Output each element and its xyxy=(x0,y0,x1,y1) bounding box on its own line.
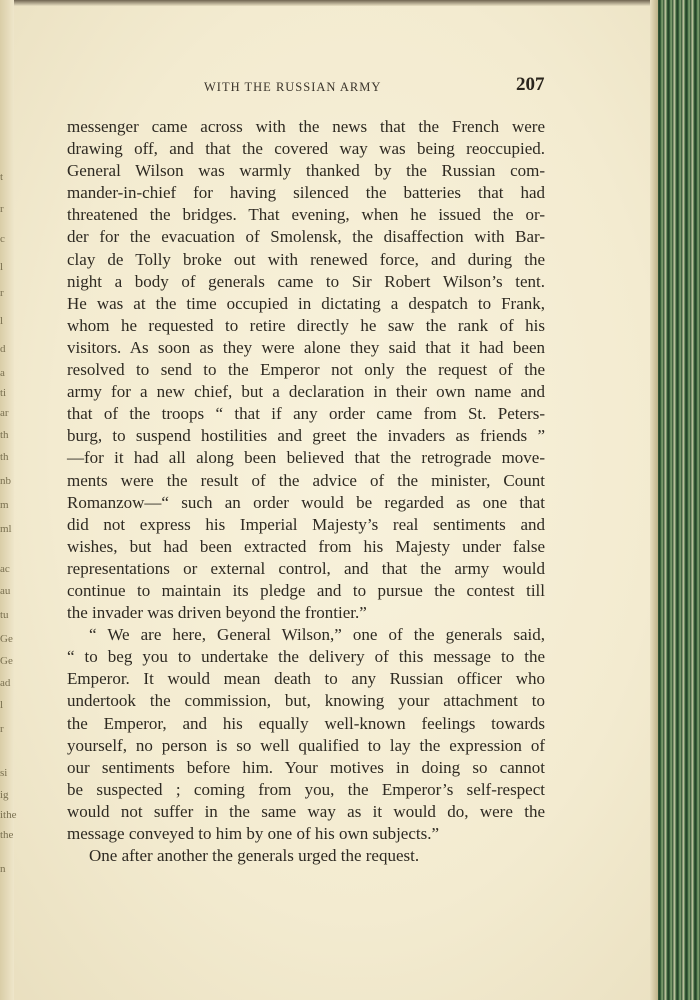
bleed-char: ml xyxy=(0,523,12,535)
text-line: visitors. As soon as they were alone they said that it had been xyxy=(67,337,545,357)
text-line: that of the troops “ that if any order came from St. Peters- xyxy=(67,404,545,424)
bleed-char: ig xyxy=(0,789,9,801)
text-line: der for the evacuation of Smolensk, the disaffection with Bar- xyxy=(67,227,545,247)
text-line: drawing off, and that the covered way was being reoccupied. xyxy=(67,139,545,159)
text-line: the Emperor, and his equally well-known feelings towards xyxy=(67,713,545,733)
bleed-char: d xyxy=(0,343,6,355)
text-line: threatened the bridges. That evening, when he issued the or- xyxy=(67,205,545,225)
bleed-char: r xyxy=(0,287,4,299)
text-line: clay de Tolly broke out with renewed force, and during the xyxy=(67,249,545,269)
text-line: “ to beg you to undertake the delivery of this message to the xyxy=(67,647,545,667)
bleed-char: l xyxy=(0,315,4,327)
text-line: ments were the result of the advice of the minister, Count xyxy=(67,470,545,490)
book-page-edges xyxy=(650,0,700,1000)
bleed-char: c xyxy=(0,233,5,245)
bleed-char: nb xyxy=(0,475,11,487)
text-line: “ We are here, General Wilson,” one of the generals said, xyxy=(89,625,545,645)
bleed-char: th xyxy=(0,429,9,441)
bleed-char: r xyxy=(0,723,4,735)
text-line: message conveyed to him by one of his own subjects.” xyxy=(67,824,440,843)
text-line: One after another the generals urged the request. xyxy=(89,846,420,866)
text-line: resolved to send to the Emperor not only the request of the xyxy=(67,360,545,380)
bleed-char: the xyxy=(0,829,14,841)
text-line: whom he requested to retire directly he saw the rank of his xyxy=(67,315,545,335)
body-text xyxy=(67,116,545,867)
text-line: messenger came across with the news that the French were xyxy=(67,117,545,136)
text-line: representations or external control, and that the army would xyxy=(67,558,545,578)
bleed-char: r xyxy=(0,203,4,215)
text-line: burg, to suspend hostilities and greet the invaders as friends ” xyxy=(67,426,545,446)
page-number: 207 xyxy=(516,74,545,95)
bleed-char: si xyxy=(0,767,8,779)
bleed-char: Ge xyxy=(0,633,13,645)
bleed-char: l xyxy=(0,261,4,273)
bleed-char: Ge xyxy=(0,655,13,667)
bleed-char: th xyxy=(0,451,9,463)
bleed-char: n xyxy=(0,863,6,875)
bleed-char: a xyxy=(0,367,5,379)
text-line: would not suffer in the same way as it would do, were the xyxy=(67,801,545,821)
running-head: WITH THE RUSSIAN ARMY xyxy=(204,80,382,94)
text-line: our sentiments before him. Your motives in doing so cannot xyxy=(67,757,545,777)
text-line: continue to maintain its pledge and to pursue the contest till xyxy=(67,580,545,600)
bleed-char: t xyxy=(0,171,4,183)
bleed-char: au xyxy=(0,585,11,597)
text-line: He was at the time occupied in dictating a despatch to Frank, xyxy=(67,293,545,313)
text-line: General Wilson was warmly thanked by the Russian com- xyxy=(67,161,545,181)
text-line: Emperor. It would mean death to any Russian officer who xyxy=(67,669,545,689)
page-top-edge xyxy=(0,0,700,6)
bleed-char: tu xyxy=(0,609,9,621)
text-line: undertook the commission, but, knowing your attachment to xyxy=(67,691,545,711)
text-line: did not express his Imperial Majesty’s real sentiments and xyxy=(67,514,545,534)
text-line: night a body of generals came to Sir Robert Wilson’s tent. xyxy=(67,271,545,291)
bleed-char: ar xyxy=(0,407,9,419)
text-line: army for a new chief, but a declaration in their own name and xyxy=(67,382,545,402)
bleed-char: l xyxy=(0,699,4,711)
text-line: the invader was driven beyond the frontier.” xyxy=(67,603,367,623)
text-line: —for it had all along been believed that the retrograde move- xyxy=(67,448,545,468)
text-line: mander-in-chief for having silenced the batteries that had xyxy=(67,183,545,203)
text-line: Romanzow—“ such an order would be regarded as one that xyxy=(67,492,545,512)
bleed-char: ac xyxy=(0,563,10,575)
bleed-char: ithe xyxy=(0,809,17,821)
bleed-char: ad xyxy=(0,677,11,689)
bleed-char: ti xyxy=(0,387,7,399)
text-line: be suspected ; coming from you, the Emperor’s self-respect xyxy=(67,779,545,799)
text-line: yourself, no person is so well qualified to lay the expression of xyxy=(67,735,545,755)
text-line: wishes, but had been extracted from his Majesty under false xyxy=(67,536,545,556)
bleed-char: m xyxy=(0,499,9,511)
